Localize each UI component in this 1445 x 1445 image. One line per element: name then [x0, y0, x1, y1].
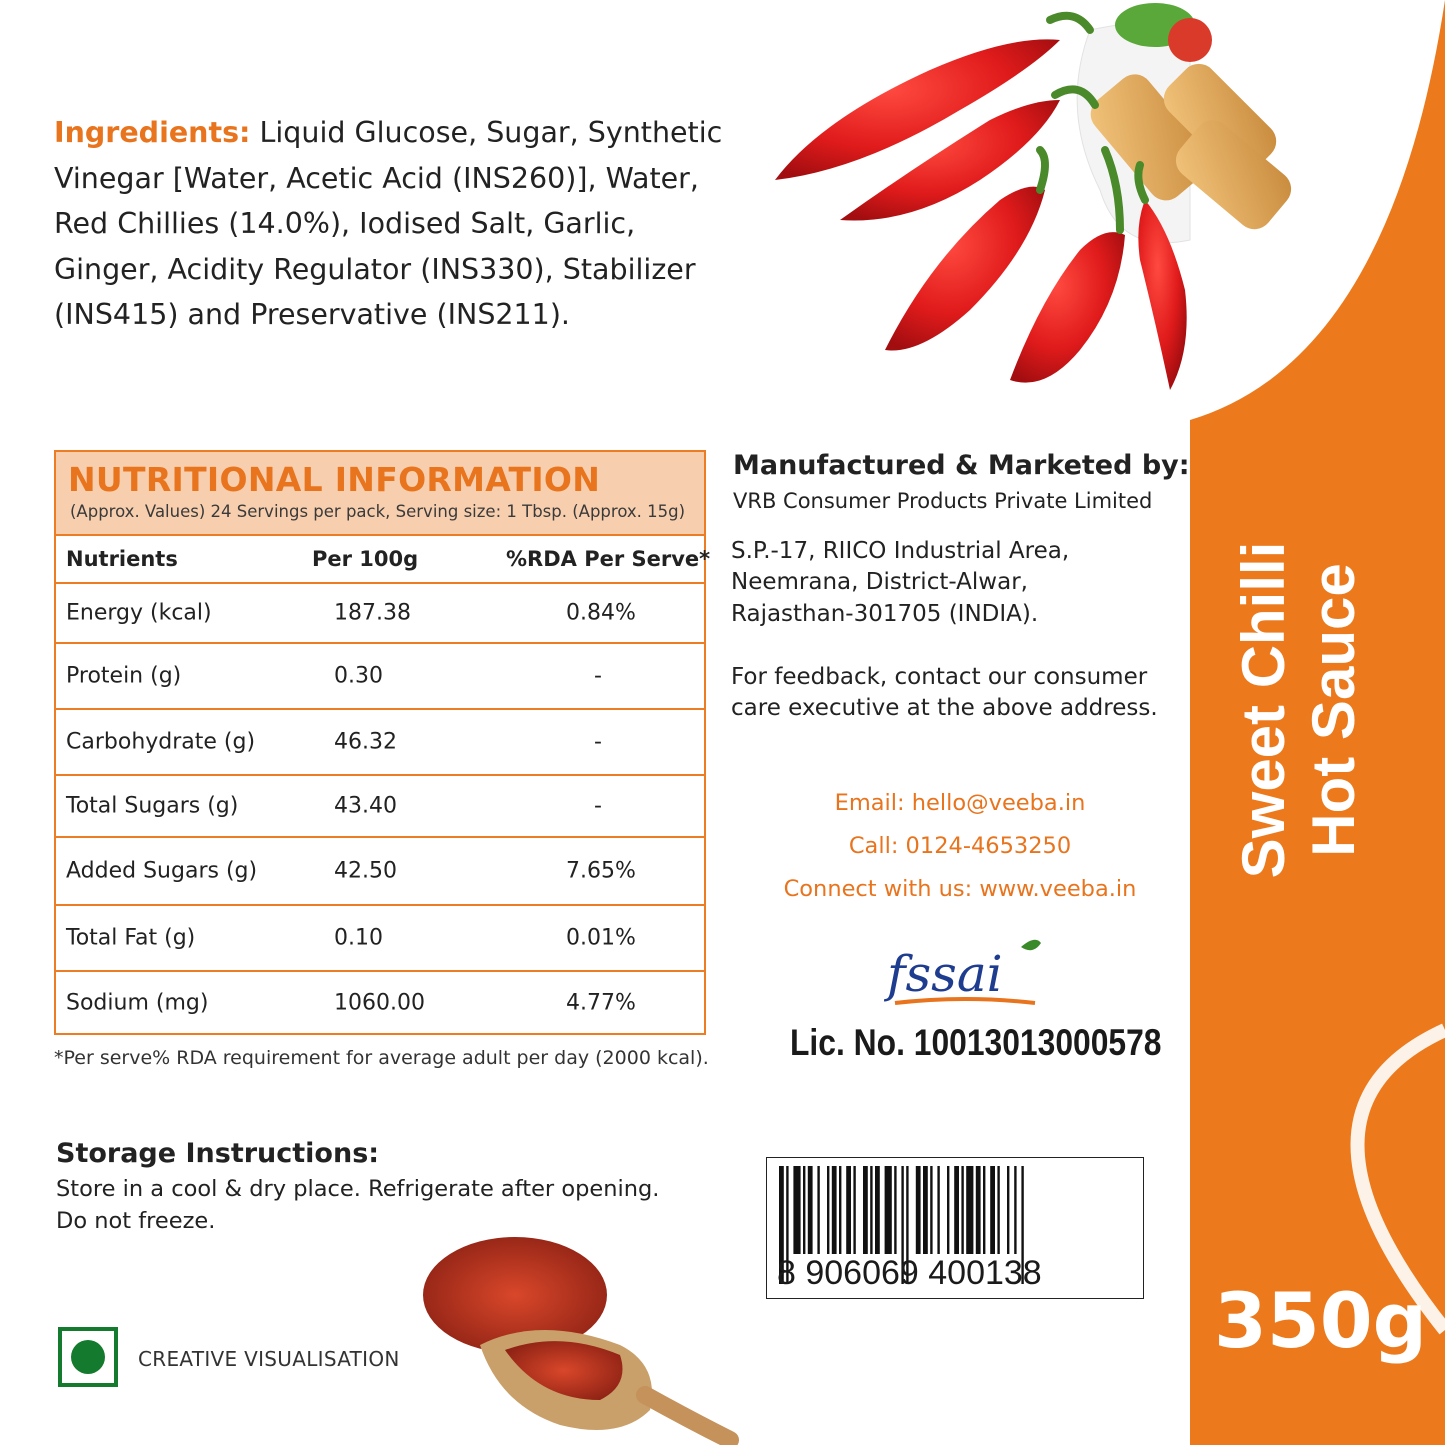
nutrient-rda: -	[594, 793, 602, 819]
nutrient-rda: 0.01%	[566, 925, 636, 951]
table-row	[56, 584, 704, 644]
header-nutrients: Nutrients	[66, 547, 178, 571]
nutrient-rda: 0.84%	[566, 600, 636, 626]
nutrient-per100g: 187.38	[334, 600, 411, 626]
nutrient-per100g: 42.50	[334, 858, 397, 884]
nutrient-per100g: 0.10	[334, 925, 383, 951]
nutrient-rda: -	[594, 729, 602, 755]
nutrient-name: Added Sugars (g)	[66, 858, 258, 884]
fssai-logo-text: fssai	[887, 945, 1003, 1003]
nutrient-rda: 7.65%	[566, 858, 636, 884]
nutrient-name: Carbohydrate (g)	[66, 729, 256, 755]
nutrient-per100g: 0.30	[334, 663, 383, 689]
net-weight: 350g	[1214, 1276, 1428, 1365]
veg-mark-icon	[58, 1327, 118, 1387]
storage-line-2: Do not freeze.	[56, 1208, 216, 1234]
table-row	[56, 972, 704, 1033]
nutrition-subtitle: (Approx. Values) 24 Servings per pack, Serving size: 1 Tbsp. (Approx. 15g)	[70, 502, 686, 521]
fssai-license-number: Lic. No. 10013013000578	[790, 1022, 1162, 1063]
product-name-line-2: Hot Sauce	[1300, 563, 1367, 857]
ingredients-label: Ingredients:	[54, 116, 251, 149]
address-line-3: Rajasthan-301705 (INDIA).	[731, 601, 1039, 627]
chilli-flakes-scoop-image	[420, 1225, 740, 1445]
product-name	[1230, 520, 1404, 900]
table-row	[56, 776, 704, 838]
nutrient-rda: -	[594, 663, 602, 689]
header-rda: %RDA Per Serve*	[506, 547, 711, 571]
email-contact[interactable]: Email: hello@veeba.in	[834, 790, 1086, 816]
table-row	[56, 838, 704, 906]
ingredients-text	[54, 110, 744, 338]
barcode-image	[766, 1157, 1144, 1299]
nutrient-rda: 4.77%	[566, 990, 636, 1015]
product-name-line-1: Sweet Chilli	[1230, 541, 1297, 879]
nutrient-name: Sodium (mg)	[66, 990, 209, 1015]
table-row	[56, 906, 704, 972]
nutrient-name: Total Fat (g)	[66, 925, 196, 951]
table-row	[56, 710, 704, 776]
storage-title: Storage Instructions:	[56, 1138, 380, 1169]
table-header-row	[56, 536, 711, 584]
nutrition-title: NUTRITIONAL INFORMATION	[68, 460, 601, 499]
ingredients-list: Liquid Glucose, Sugar, Synthetic Vinegar [Water, Acetic Acid (INS260)], Water, Red Chillies (14.0%), Iodised Salt, Garlic, Ginger, Acidity Regulator (INS330), Stabilizer (INS415) and Preservative (INS211).	[54, 116, 723, 331]
table-row	[56, 644, 704, 710]
manufacturer-company: VRB Consumer Products Private Limited	[733, 489, 1153, 513]
nutrition-header	[56, 452, 704, 536]
storage-line-1: Store in a cool & dry place. Refrigerate after opening.	[56, 1176, 660, 1202]
feedback-line-2: care executive at the above address.	[731, 695, 1158, 721]
nutrient-per100g: 43.40	[334, 793, 397, 819]
nutrition-table	[54, 450, 711, 1035]
creative-visualisation-label: CREATIVE VISUALISATION	[138, 1347, 400, 1371]
feedback-line-1: For feedback, contact our consumer	[731, 664, 1148, 690]
website-contact[interactable]: Connect with us: www.veeba.in	[783, 876, 1137, 902]
rda-footnote: *Per serve% RDA requirement for average adult per day (2000 kcal).	[54, 1047, 709, 1069]
nutrient-per100g: 1060.00	[334, 990, 425, 1015]
address-line-1: S.P.-17, RIICO Industrial Area,	[731, 538, 1070, 564]
phone-contact[interactable]: Call: 0124-4653250	[848, 833, 1072, 859]
manufacturer-title: Manufactured & Marketed by:	[733, 450, 1190, 481]
barcode-digits: 8 906069 400138	[777, 1254, 1042, 1292]
chilli-peppers-image	[760, 0, 1190, 400]
fssai-logo	[885, 935, 1045, 1015]
nutrient-name: Total Sugars (g)	[66, 793, 239, 819]
nutrient-name: Protein (g)	[66, 663, 182, 689]
header-per-100g: Per 100g	[312, 547, 419, 571]
address-line-2: Neemrana, District-Alwar,	[731, 569, 1028, 595]
nutrient-name: Energy (kcal)	[66, 600, 212, 626]
nutrient-per100g: 46.32	[334, 729, 397, 755]
